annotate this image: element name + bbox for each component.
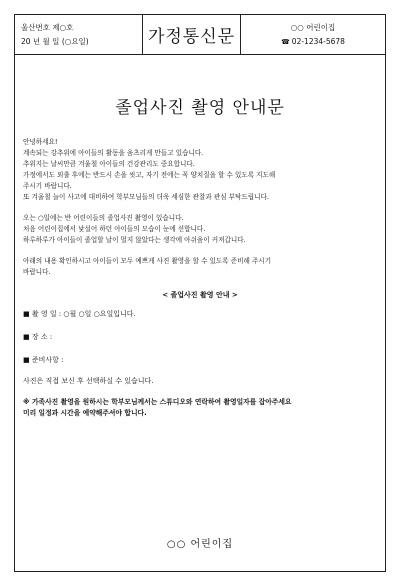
document-title: 졸업사진 촬영 안내문 xyxy=(115,98,285,118)
body-line: 오는 ○일에는 반 어린이들의 졸업사진 촬영이 있습니다. xyxy=(23,214,184,222)
header-left-cell xyxy=(15,15,143,54)
section-subtitle: < 졸업사진 촬영 안내 > xyxy=(162,291,238,299)
body-line: 처음 어린이집에서 낯설어 하던 아이들의 모습이 눈에 선합니다. xyxy=(23,225,206,233)
selection-note: 사진은 직접 보신 후 선택하실 수 있습니다. xyxy=(23,377,154,385)
body-line: 또 겨울철 늘이 사고에 대비하여 학부모님들의 더욱 세심한 관찰과 관심 부탁드립니다. xyxy=(23,193,269,201)
info-item-prep: ■ 준비사항 : xyxy=(23,356,64,364)
paragraph-request xyxy=(23,256,377,278)
body-line: 추위지는 날씨만큼 겨울철 아이들의 건강관리도 중요합니다. xyxy=(23,160,195,168)
family-photo-note: 미리 일정과 시간을 예약해주셔야 합니다. xyxy=(23,409,147,417)
issue-date: 20 년 월 일 (○요일) xyxy=(21,37,89,46)
body-line: 하루하루가 아이들이 졸업할 날이 멀지 않았다는 생각에 아쉬움이 커져갑니다. xyxy=(23,236,246,244)
letter-body xyxy=(23,137,377,419)
org-name: ○○ 어린이집 xyxy=(290,23,336,32)
paragraph-photo xyxy=(23,213,377,246)
paragraph-greeting xyxy=(23,137,377,203)
header-title-cell xyxy=(143,15,241,54)
body-line: 계속되는 강추위에 아이들의 활동을 움츠리게 만들고 있습니다. xyxy=(23,149,204,157)
notice-frame xyxy=(14,14,386,572)
body-line: 안녕하세요! xyxy=(23,138,58,146)
phone-number: 02-1234-5678 xyxy=(291,37,345,46)
body-line: 주시기 바랍니다. xyxy=(23,182,72,190)
phone-icon: ☎ xyxy=(281,38,290,46)
family-photo-note: ※ 가족사진 촬영을 원하시는 학부모님께서는 스튜디오와 연락하여 촬영일자를 잡아주세요 xyxy=(23,398,292,406)
body-line: 가정에서도 외출 후에는 반드시 손을 씻고, 자기 전에는 꼭 양치질을 할 수 있도록 지도해 xyxy=(23,171,276,179)
info-item-place: ■ 장 소 : xyxy=(23,333,53,341)
header-table xyxy=(15,15,385,55)
info-item-date: ■ 촬 영 일 : ○월 ○일 ○요일입니다. xyxy=(23,310,136,318)
header-title: 가정통신문 xyxy=(147,27,236,47)
body-line: 바랍니다. xyxy=(23,268,51,276)
footer-org: ○○ 어린이집 xyxy=(166,539,234,550)
body-line: 아래의 내용 확인하시고 아이들이 모두 예쁘게 사진 촬영을 할 수 있도록 준비해 주시기 xyxy=(23,257,272,265)
issue-number: 울산번호 제○호 xyxy=(21,23,74,32)
phone-line xyxy=(241,37,385,47)
header-right-cell xyxy=(241,15,385,54)
